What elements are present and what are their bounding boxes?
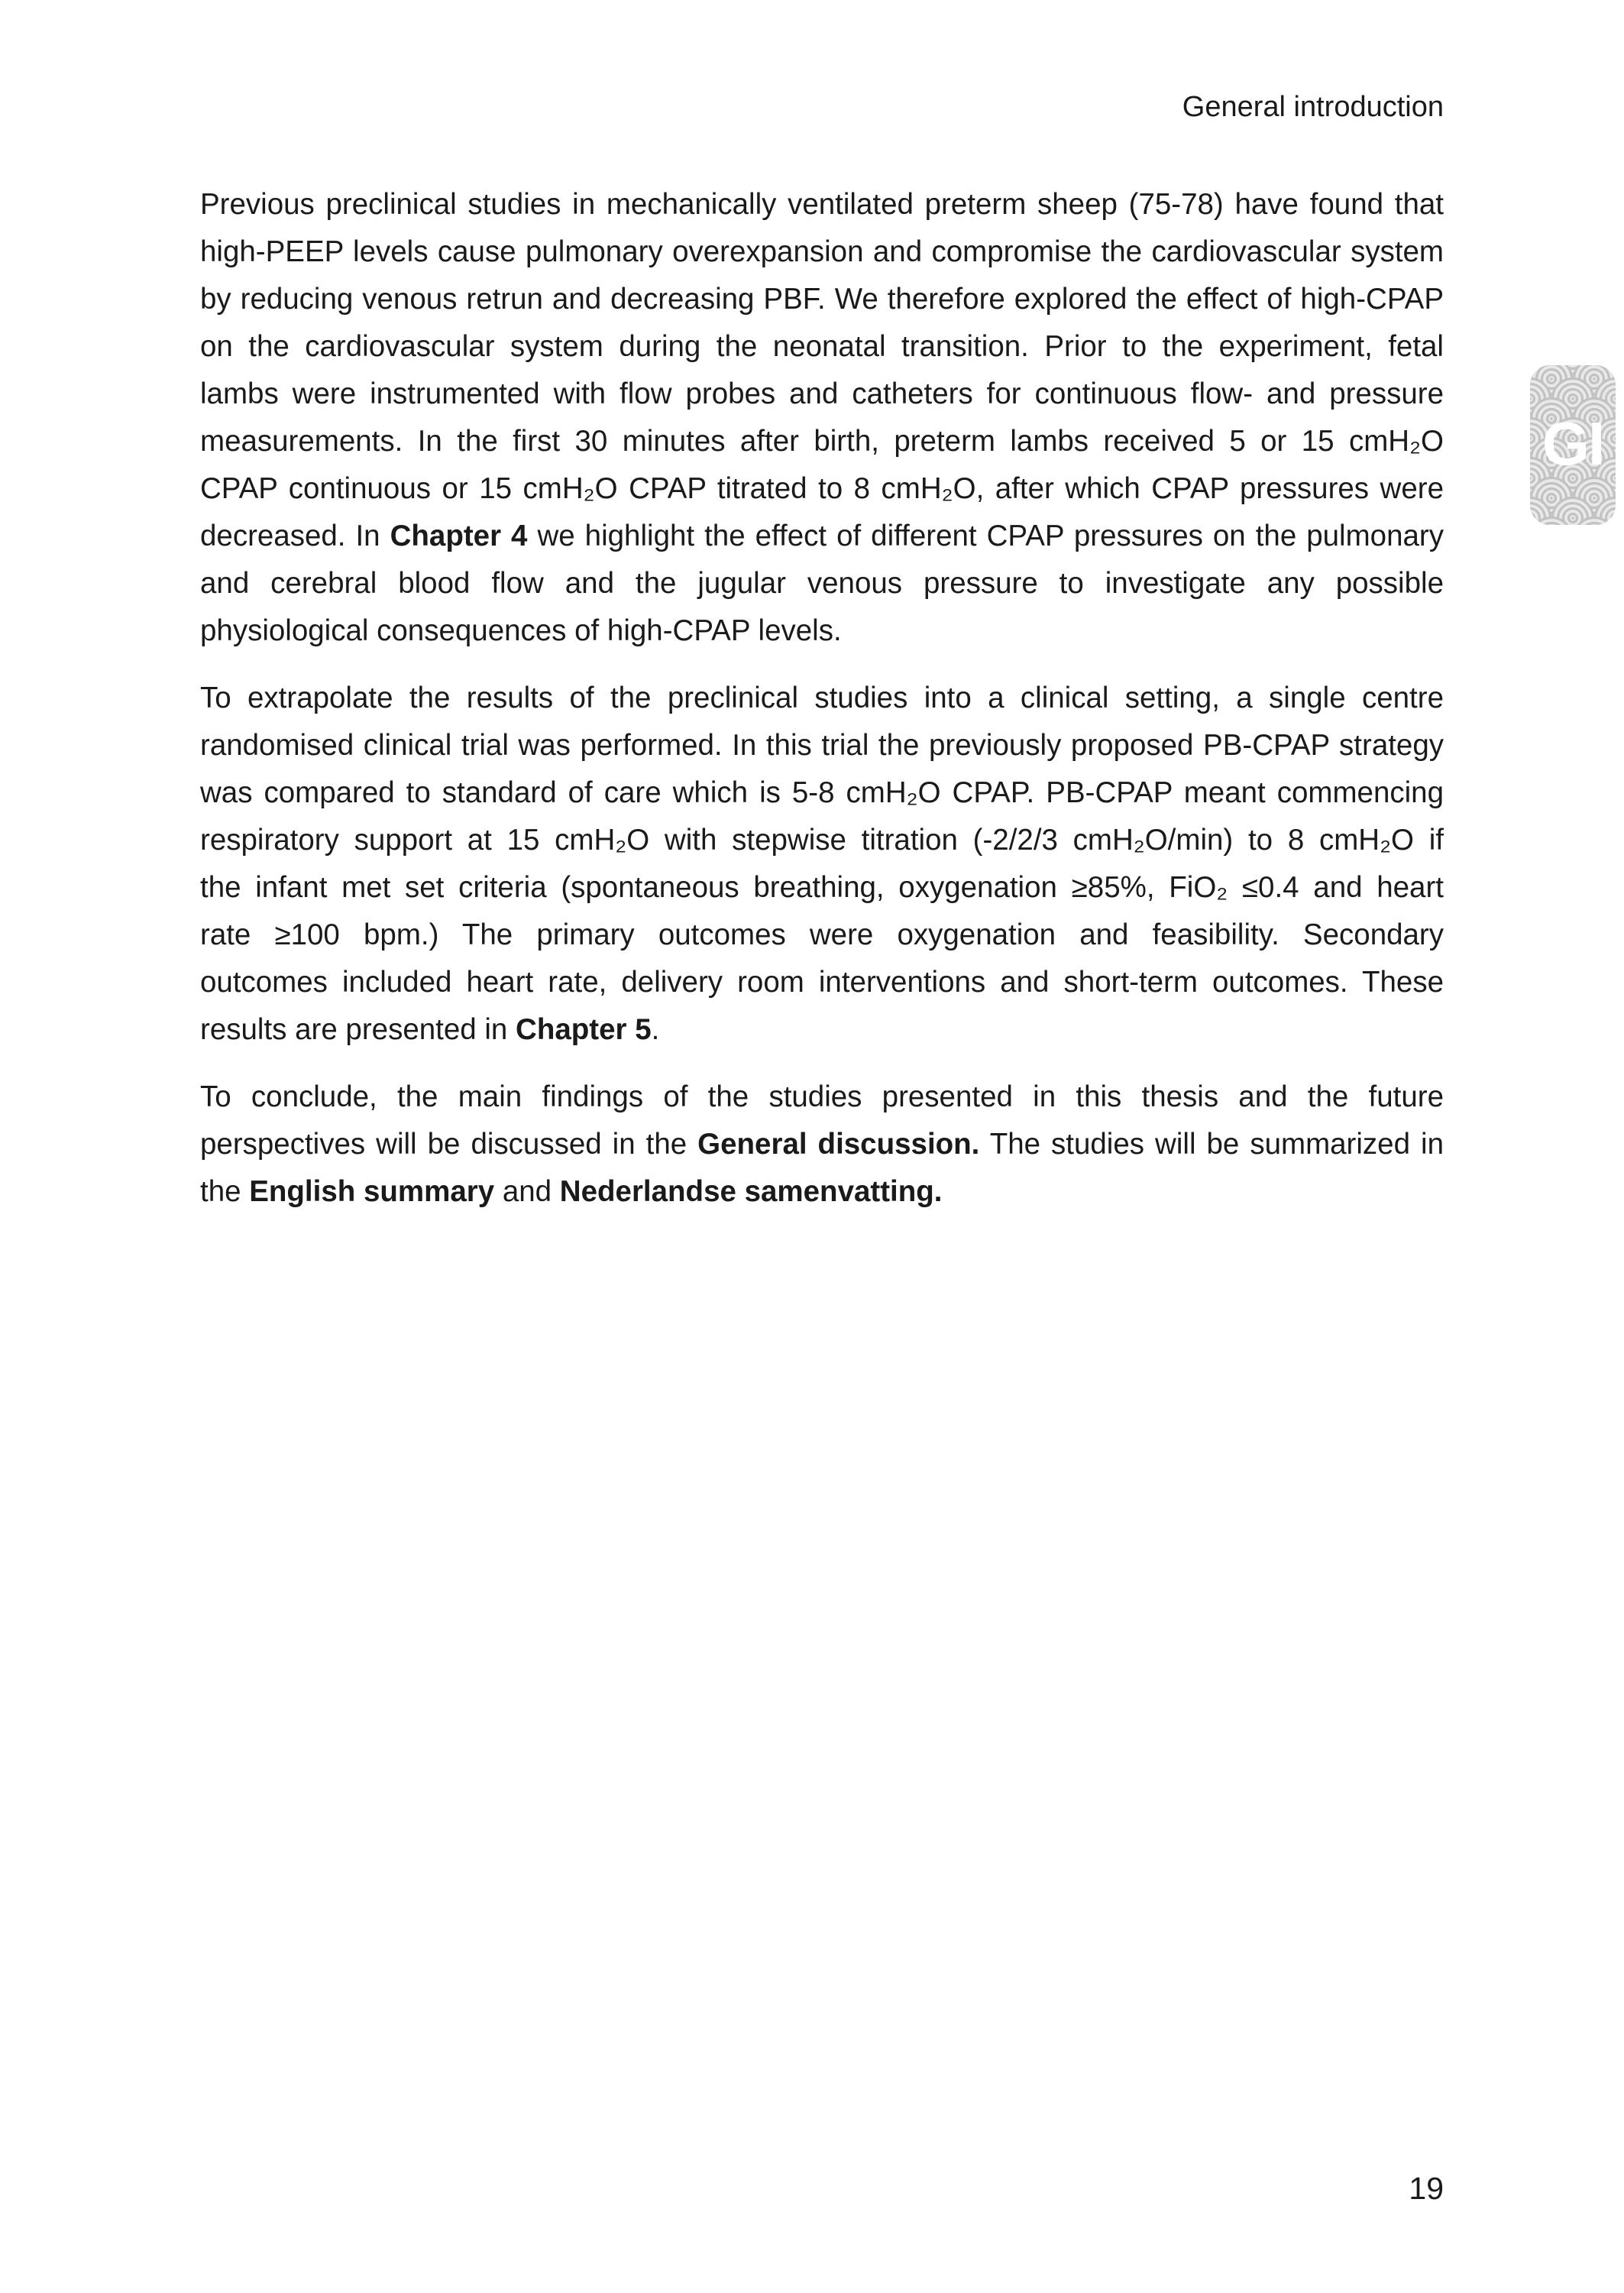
- text-line: rate ≥100 bpm.) The primary outcomes were oxygenation and feasibility. Secondary: [200, 918, 1444, 951]
- text-line: on the cardiovascular system during the neonatal transition. Prior to the experiment, fetal: [200, 330, 1444, 363]
- body-text: [200, 181, 1444, 1236]
- chapter-tab: [1530, 365, 1616, 525]
- text-line: high-PEEP levels cause pulmonary overexpansion and compromise the cardiovascular system: [200, 235, 1444, 268]
- paragraph: [200, 1074, 1444, 1216]
- text-line: the English summary and Nederlandse samenvatting.: [200, 1175, 943, 1208]
- running-header: General introduction: [1182, 91, 1444, 123]
- text-line: by reducing venous retrun and decreasing PBF. We therefore explored the effect of high-CPAP: [200, 283, 1444, 316]
- text-line: Previous preclinical studies in mechanically ventilated preterm sheep (75-78) have found that: [200, 188, 1444, 221]
- text-line: decreased. In Chapter 4 we highlight the effect of different CPAP pressures on the pulmonary: [200, 520, 1444, 552]
- text-line: CPAP continuous or 15 cmH₂O CPAP titrated to 8 cmH₂O, after which CPAP pressures were: [200, 472, 1444, 505]
- paragraph: [200, 181, 1444, 655]
- text-line: physiological consequences of high-CPAP levels.: [200, 614, 842, 647]
- text-line: was compared to standard of care which is 5-8 cmH₂O CPAP. PB-CPAP meant commencing: [200, 776, 1444, 809]
- text-line: measurements. In the first 30 minutes after birth, preterm lambs received 5 or 15 cmH₂O: [200, 425, 1444, 458]
- text-line: the infant met set criteria (spontaneous breathing, oxygenation ≥85%, FiO₂ ≤0.4 and heart: [200, 871, 1444, 904]
- text-line: lambs were instrumented with flow probes and catheters for continuous flow- and pressure: [200, 377, 1444, 410]
- text-line: perspectives will be discussed in the General discussion. The studies will be summarized in: [200, 1128, 1444, 1161]
- text-line: and cerebral blood flow and the jugular venous pressure to investigate any possible: [200, 567, 1444, 600]
- text-line: results are presented in Chapter 5.: [200, 1013, 660, 1046]
- page-number: 19: [1409, 2171, 1444, 2206]
- text-line: outcomes included heart rate, delivery room interventions and short-term outcomes. These: [200, 966, 1444, 999]
- chapter-tab-label: GI: [1542, 409, 1604, 478]
- paragraph: [200, 675, 1444, 1054]
- text-line: To extrapolate the results of the preclinical studies into a clinical setting, a single centre: [200, 682, 1444, 714]
- text-line: To conclude, the main findings of the studies presented in this thesis and the future: [200, 1080, 1444, 1113]
- text-line: randomised clinical trial was performed. In this trial the previously proposed PB-CPAP strategy: [200, 729, 1444, 762]
- text-line: respiratory support at 15 cmH₂O with stepwise titration (-2/2/3 cmH₂O/min) to 8 cmH₂O if: [200, 824, 1444, 857]
